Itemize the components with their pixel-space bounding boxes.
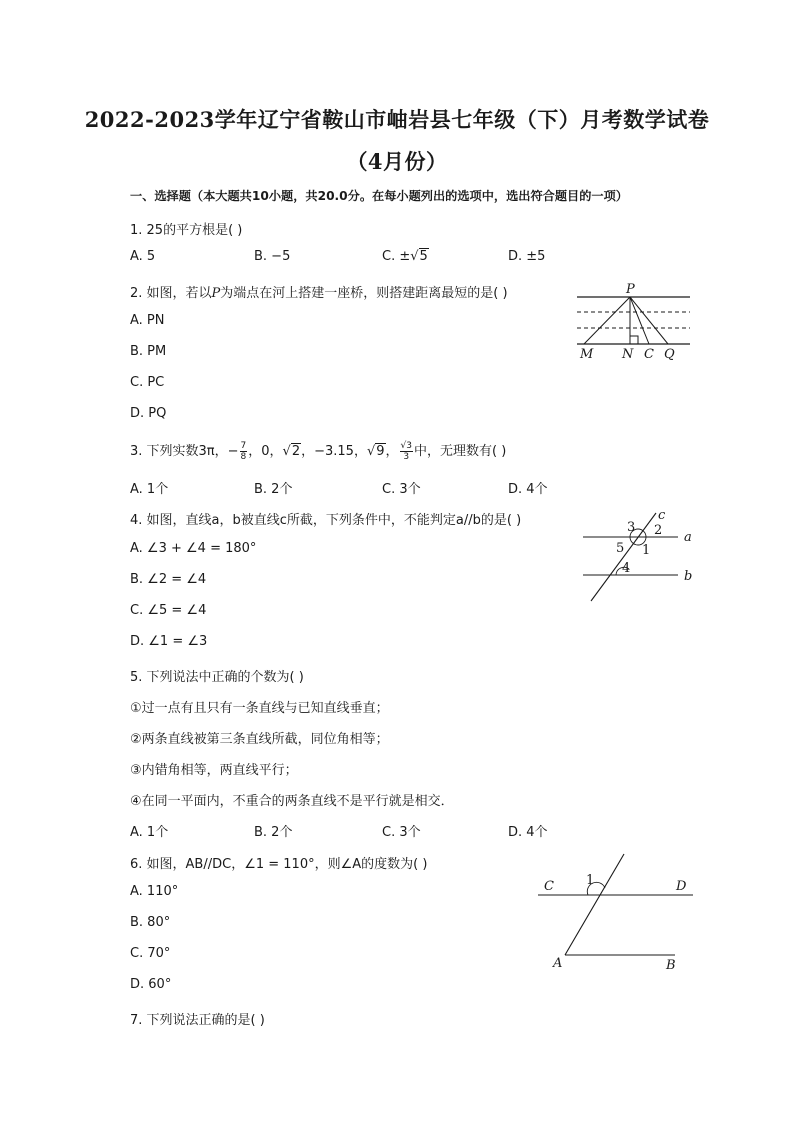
fig2-label-q: Q [664, 347, 675, 362]
q3-stem-mid1: ，0，√ [248, 444, 291, 459]
q6-parallel-figure [535, 848, 700, 976]
fig4-label-b: b [684, 569, 693, 584]
q5-option-d: D. 4个 [508, 825, 548, 840]
q3-option-d: D. 4个 [508, 482, 548, 497]
q6-option-d: D. 60° [130, 977, 172, 992]
question-1-stem: 1. 25的平方根是( ) [130, 223, 243, 238]
q4-option-b: B. ∠2 = ∠4 [130, 572, 207, 587]
q3-frac2-num: √3 [400, 441, 412, 451]
fig4-label-c: c [658, 508, 666, 523]
question-3-options [130, 478, 690, 496]
fig4-angle-3: 3 [627, 520, 636, 535]
fig4-label-a: a [684, 530, 692, 545]
q4-option-c: C. ∠5 = ∠4 [130, 603, 207, 618]
fig6-label-b: B [666, 958, 676, 973]
q3-sqrt2: 2 [291, 444, 301, 459]
q3-frac2-den: 3 [403, 452, 410, 462]
question-5-options [130, 821, 690, 839]
q5-statement-3: ③内错角相等，两直线平行； [130, 763, 298, 778]
q2-stem-pre: 2. 如图，若以 [130, 286, 212, 301]
q3-option-a: A. 1个 [130, 482, 169, 497]
q5-option-b: B. 2个 [254, 825, 293, 840]
q1-option-c-prefix: C. ± [382, 249, 411, 264]
fig4-angle-1: 1 [642, 543, 651, 558]
q1-option-c: C. ±√5 [382, 249, 428, 264]
q2-stem-post: 为端点在河上搭建一座桥，则搭建距离最短的是( ) [220, 286, 508, 301]
q6-option-c: C. 70° [130, 946, 171, 961]
q4-option-a: A. ∠3 + ∠4 = 180° [130, 541, 257, 556]
q3-stem-mid3: ， [385, 444, 399, 459]
q5-option-a: A. 1个 [130, 825, 169, 840]
question-4-stem: 4. 如图，直线a，b被直线c所截，下列条件中，不能判定a//b的是( ) [130, 513, 522, 528]
exam-title-line2: （4月份） [346, 149, 448, 174]
exam-title-line1: 2022-2023学年辽宁省鞍山市岫岩县七年级（下）月考数学试卷 [84, 107, 710, 132]
fig2-label-p: P [626, 282, 635, 297]
q3-option-b: B. 2个 [254, 482, 293, 497]
fig6-label-a: A [553, 956, 563, 971]
q1-option-a: A. 5 [130, 249, 156, 264]
q4-option-d: D. ∠1 = ∠3 [130, 634, 208, 649]
q3-stem-mid2: ，−3.15，√ [301, 444, 376, 459]
q3-stem-pre: 3. 下列实数3π，− [130, 444, 239, 459]
section-heading: 一、选择题（本大题共10小题，共20.0分。在每小题列出的选项中，选出符合题目的一项） [130, 189, 628, 203]
q5-statement-4: ④在同一平面内，不重合的两条直线不是平行就是相交． [130, 794, 454, 809]
q3-frac-root3-3 [400, 441, 413, 462]
q1-option-c-radicand: 5 [419, 249, 428, 264]
question-6-stem: 6. 如图，AB//DC，∠1 = 110°，则∠A的度数为( ) [130, 857, 428, 872]
fig4-angle-4: 4 [622, 561, 631, 576]
q5-statement-2: ②两条直线被第三条直线所截，同位角相等； [130, 732, 389, 747]
q4-transversal-figure [578, 505, 698, 605]
question-7-stem: 7. 下列说法正确的是( ) [130, 1013, 265, 1028]
question-5-stem: 5. 下列说法中正确的个数为( ) [130, 670, 304, 685]
fig2-label-c: C [644, 347, 654, 362]
q2-river-figure [570, 280, 695, 365]
question-3-stem [130, 440, 506, 462]
q5-statement-1: ①过一点有且只有一条直线与已知直线垂直； [130, 701, 389, 716]
q2-option-c: C. PC [130, 375, 165, 390]
fig4-angle-5: 5 [616, 541, 625, 556]
q5-option-c: C. 3个 [382, 825, 421, 840]
q3-option-c: C. 3个 [382, 482, 421, 497]
fig6-label-c: C [544, 879, 554, 894]
q2-option-b: B. PM [130, 344, 167, 359]
fig2-label-m: M [580, 347, 594, 362]
fig2-label-n: N [622, 347, 634, 362]
q6-option-b: B. 80° [130, 915, 171, 930]
q2-option-a: A. PN [130, 313, 165, 328]
q2-option-d: D. PQ [130, 406, 167, 421]
q6-option-a: A. 110° [130, 884, 179, 899]
q1-option-b: B. −5 [254, 249, 291, 264]
q3-stem-post: 中，无理数有( ) [414, 444, 507, 459]
q3-frac1-num: 7 [240, 441, 247, 451]
q3-sqrt9: 9 [376, 444, 385, 459]
q3-frac1-den: 8 [240, 452, 247, 462]
q1-option-d: D. ±5 [508, 249, 546, 264]
fig4-angle-2: 2 [654, 523, 663, 538]
question-1-options [130, 249, 690, 267]
question-2-stem [130, 282, 508, 301]
q2-stem-var: P [211, 286, 221, 301]
fig6-angle-1: 1 [586, 873, 595, 888]
q3-frac-7-8 [240, 441, 248, 462]
fig6-label-d: D [676, 879, 687, 894]
